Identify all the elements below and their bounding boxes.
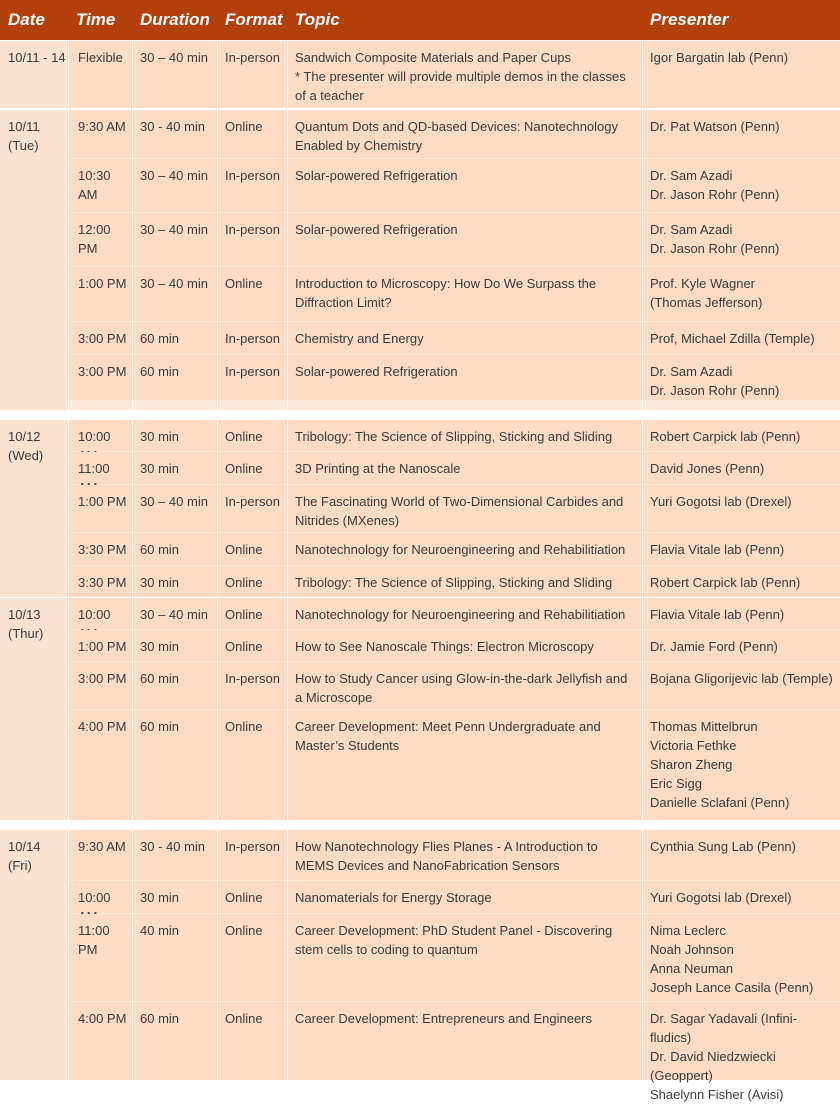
duration-cell: 30 – 40 min [140, 276, 208, 291]
presenter-cell: Flavia Vitale lab (Penn) [650, 607, 785, 622]
table-row [68, 914, 840, 1001]
presenter-cell: Dr. Sam Azadi Dr. Jason Rohr (Penn) [650, 222, 780, 256]
format-cell: In-person [225, 839, 280, 854]
topic-cell: Career Development: Entrepreneurs and Engineers [295, 1011, 593, 1026]
time-cell: Flexible [78, 50, 123, 65]
format-cell: In-person [225, 671, 280, 686]
header-format: Format [225, 10, 283, 29]
presenter-cell: Robert Carpick lab (Penn) [650, 429, 801, 444]
format-cell: Online [225, 542, 263, 557]
presenter-cell: Robert Carpick lab (Penn) [650, 575, 801, 590]
table-row [68, 710, 840, 820]
presenter-cell: Dr. Sagar Yadavali (Infini-fludics) Dr. David Niedzwiecki (Geoppert) Shaelynn Fisher (Avisi) [650, 1011, 797, 1102]
time-cell: 10:00 [78, 890, 111, 905]
format-cell: Online [225, 119, 263, 134]
format-cell: Online [225, 575, 263, 590]
topic-cell: How to Study Cancer using Glow-in-the-dark Jellyfish and a Microscope [295, 671, 628, 705]
topic-cell: Nanotechnology for Neuroengineering and Rehabilitiation [295, 542, 626, 557]
topic-cell: The Fascinating World of Two-Dimensional Carbides and Nitrides (MXenes) [295, 494, 624, 528]
format-cell: In-person [225, 331, 280, 346]
table-row [68, 1002, 840, 1102]
format-cell: Online [225, 607, 263, 622]
presenter-cell: Dr. Jamie Ford (Penn) [650, 639, 778, 654]
format-cell: Online [225, 639, 263, 654]
table-row [68, 881, 840, 913]
duration-cell: 60 min [140, 364, 180, 379]
time-cell: 4:00 PM [78, 1011, 127, 1026]
table-row [68, 533, 840, 565]
header-date: Date [8, 10, 45, 29]
topic-cell: Tribology: The Science of Slipping, Sticking and Sliding [295, 575, 613, 590]
table-row [68, 41, 840, 108]
duration-cell: 30 – 40 min [140, 222, 208, 237]
time-cell: 3:00 PM [78, 671, 127, 686]
duration-cell: 30 – 40 min [140, 607, 208, 622]
format-cell: In-person [225, 50, 280, 65]
table-row [68, 662, 840, 709]
time-cell: 3:30 PM [78, 542, 127, 557]
table-row [68, 420, 840, 451]
column-separator [132, 0, 133, 1080]
topic-cell: Quantum Dots and QD-based Devices: Nanotechnology Enabled by Chemistry [295, 119, 619, 153]
table-row [68, 110, 840, 158]
column-separator [287, 0, 288, 1080]
presenter-cell: Igor Bargatin lab (Penn) [650, 50, 789, 65]
time-cell: 1:00 PM [78, 276, 127, 291]
format-cell: Online [225, 461, 263, 476]
presenter-cell: Cynthia Sung Lab (Penn) [650, 839, 796, 854]
format-cell: In-person [225, 494, 280, 509]
table-row [68, 159, 840, 212]
duration-cell: 60 min [140, 1011, 180, 1026]
presenter-cell: Dr. Sam Azadi Dr. Jason Rohr (Penn) [650, 168, 780, 202]
time-cell: 12:00 PM [78, 222, 111, 256]
format-cell: Online [225, 890, 263, 905]
format-cell: Online [225, 923, 263, 938]
table-row [68, 830, 840, 880]
time-cell: 11:00 PM [78, 923, 110, 957]
format-cell: Online [225, 719, 263, 734]
topic-cell: Sandwich Composite Materials and Paper Cups * The presenter will provide multiple demos in the classes of a teacher [295, 50, 626, 103]
topic-cell: Tribology: The Science of Slipping, Sticking and Sliding [295, 429, 613, 444]
time-cell: 9:30 AM [78, 839, 126, 854]
topic-cell: Solar-powered Refrigeration [295, 364, 458, 379]
time-cell: 3:30 PM [78, 575, 127, 590]
topic-cell: Career Development: PhD Student Panel - Discovering stem cells to coding to quantum [295, 923, 613, 957]
table-header [0, 0, 840, 40]
presenter-cell: Prof. Kyle Wagner (Thomas Jefferson) [650, 276, 763, 310]
table-row [68, 267, 840, 321]
table-row [68, 322, 840, 354]
presenter-cell: Dr. Sam Azadi Dr. Jason Rohr (Penn) [650, 364, 780, 398]
time-cell: 10:30 AM [78, 168, 111, 202]
presenter-cell: Thomas Mittelbrun Victoria Fethke Sharon Zheng Eric Sigg Danielle Sclafani (Penn) [650, 719, 790, 810]
topic-cell: Introduction to Microscopy: How Do We Surpass the Diffraction Limit? [295, 276, 597, 310]
table-row [68, 485, 840, 532]
duration-cell: 30 min [140, 890, 180, 905]
format-cell: Online [225, 429, 263, 444]
header-presenter: Presenter [650, 10, 729, 29]
presenter-cell: Flavia Vitale lab (Penn) [650, 542, 785, 557]
header-duration: Duration [140, 10, 210, 29]
table-row [68, 566, 840, 597]
column-separator [642, 0, 643, 1080]
topic-cell: How Nanotechnology Flies Planes - A Introduction to MEMS Devices and NanoFabrication Sensors [295, 839, 598, 873]
topic-cell: 3D Printing at the Nanoscale [295, 461, 461, 476]
table-row [68, 630, 840, 661]
column-separator [68, 0, 69, 1080]
table-row [68, 598, 840, 629]
duration-cell: 30 min [140, 639, 180, 654]
format-cell: Online [225, 1011, 263, 1026]
table-row [68, 452, 840, 484]
time-cell: 1:00 PM [78, 494, 127, 509]
presenter-cell: David Jones (Penn) [650, 461, 765, 476]
topic-cell: How to See Nanoscale Things: Electron Microscopy [295, 639, 594, 654]
format-cell: In-person [225, 222, 280, 237]
date-cell: 10/11 (Tue) [0, 110, 68, 410]
duration-cell: 30 min [140, 575, 180, 590]
date-cell: 10/14 (Fri) [0, 830, 68, 1080]
topic-cell: Chemistry and Energy [295, 331, 424, 346]
topic-cell: Solar-powered Refrigeration [295, 222, 458, 237]
time-cell: 1:00 PM [78, 639, 127, 654]
time-cell: 3:00 PM [78, 364, 127, 379]
presenter-cell: Prof, Michael Zdilla (Temple) [650, 331, 815, 346]
presenter-cell: Bojana Gligorijevic lab (Temple) [650, 671, 833, 686]
duration-cell: 30 min [140, 429, 180, 444]
format-cell: In-person [225, 168, 280, 183]
topic-cell: Nanotechnology for Neuroengineering and Rehabilitiation [295, 607, 626, 622]
presenter-cell: Nima Leclerc Noah Johnson Anna Neuman Joseph Lance Casila (Penn) [650, 923, 814, 995]
column-separator [217, 0, 218, 1080]
topic-cell: Career Development: Meet Penn Undergraduate and Master’s Students [295, 719, 601, 753]
duration-cell: 30 - 40 min [140, 119, 206, 134]
time-cell: 11:00 [78, 461, 110, 476]
duration-cell: 60 min [140, 671, 180, 686]
time-cell: 4:00 PM [78, 719, 127, 734]
date-cell: 10/12 (Wed) [0, 420, 68, 597]
format-cell: Online [225, 276, 263, 291]
duration-cell: 30 min [140, 461, 180, 476]
duration-cell: 30 – 40 min [140, 168, 208, 183]
time-cell: 9:30 AM [78, 119, 126, 134]
format-cell: In-person [225, 364, 280, 379]
table-row [68, 213, 840, 266]
header-time: Time [76, 10, 116, 29]
topic-cell: Nanomaterials for Energy Storage [295, 890, 492, 905]
topic-cell: Solar-powered Refrigeration [295, 168, 458, 183]
duration-cell: 30 - 40 min [140, 839, 206, 854]
time-cell: 10:00 [78, 429, 111, 444]
duration-cell: 60 min [140, 542, 180, 557]
duration-cell: 60 min [140, 331, 180, 346]
date-cell: 10/11 - 14 [0, 41, 68, 108]
duration-cell: 30 – 40 min [140, 50, 208, 65]
date-cell: 10/13 (Thur) [0, 598, 68, 820]
duration-cell: 40 min [140, 923, 180, 938]
presenter-cell: Dr. Pat Watson (Penn) [650, 119, 780, 134]
header-topic: Topic [295, 10, 340, 29]
duration-cell: 30 – 40 min [140, 494, 208, 509]
time-cell: 10:00 [78, 607, 111, 622]
presenter-cell: Yuri Gogotsi lab (Drexel) [650, 494, 792, 509]
presenter-cell: Yuri Gogotsi lab (Drexel) [650, 890, 792, 905]
duration-cell: 60 min [140, 719, 180, 734]
time-cell: 3:00 PM [78, 331, 127, 346]
table-row [68, 355, 840, 400]
